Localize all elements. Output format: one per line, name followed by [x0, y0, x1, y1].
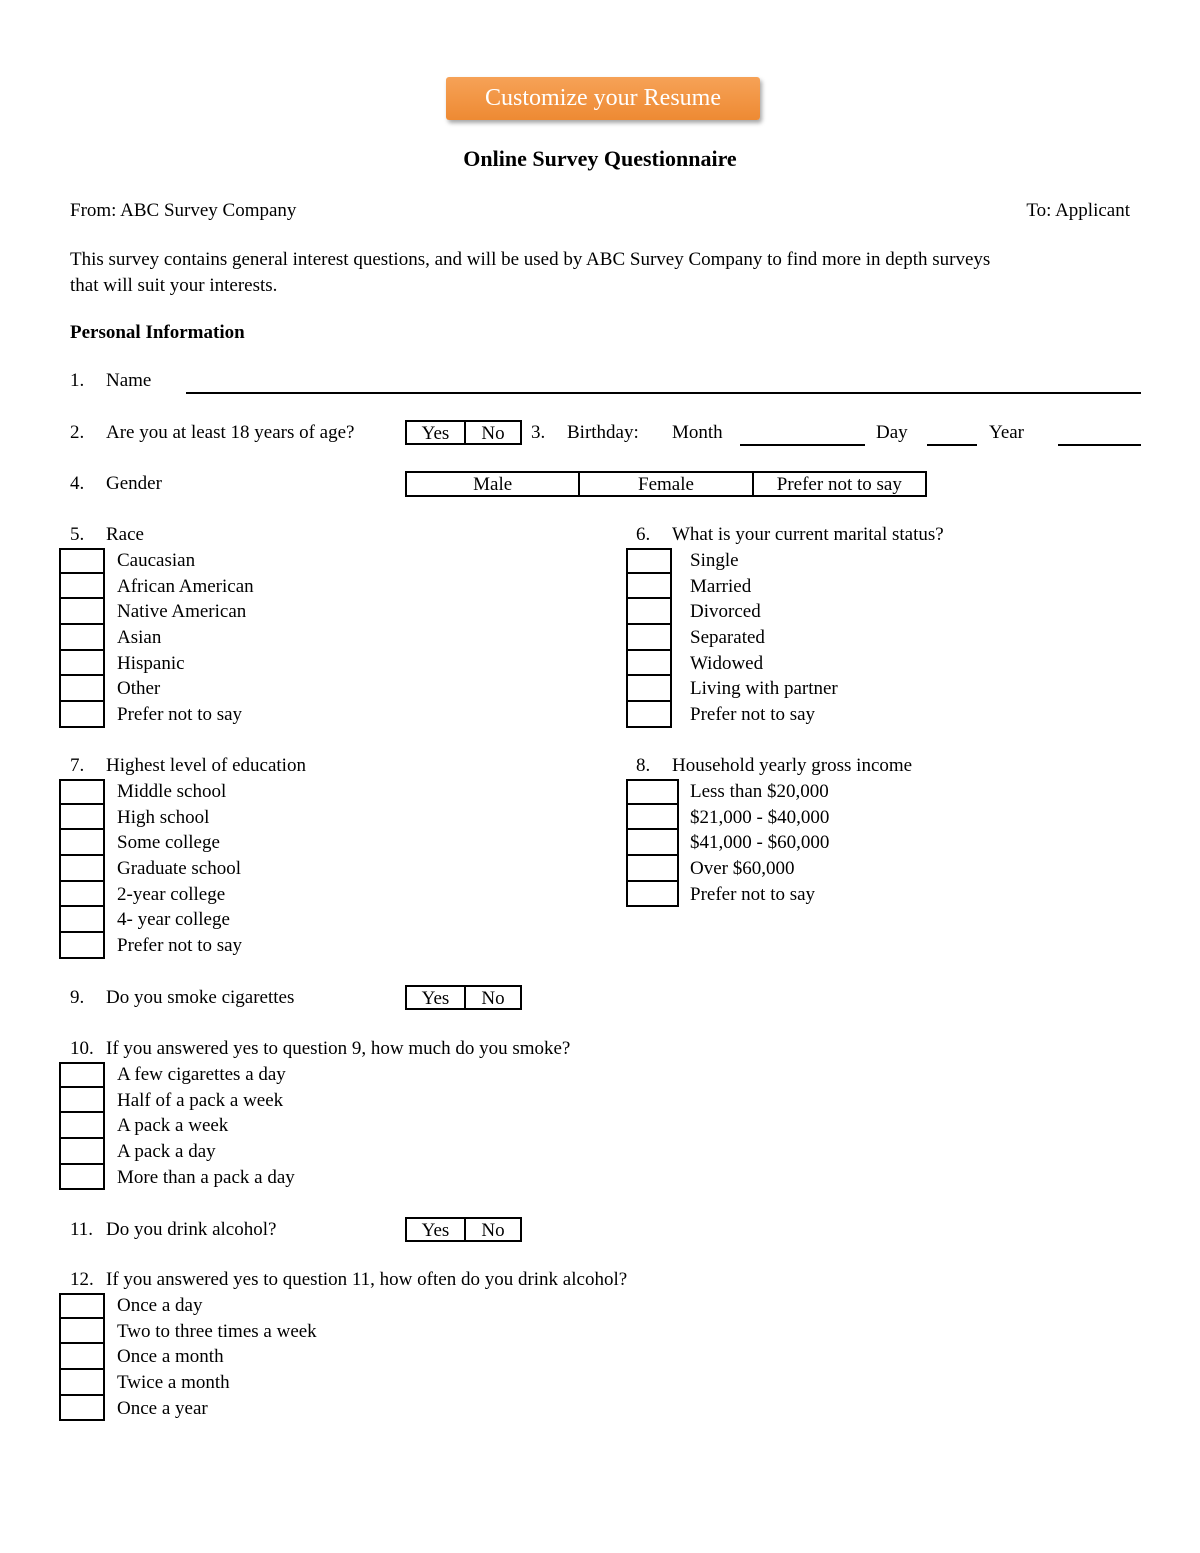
option-label: Two to three times a week	[117, 1320, 317, 1342]
option-label: Once a year	[117, 1397, 208, 1419]
checkbox[interactable]	[59, 830, 105, 856]
question-12	[70, 1269, 627, 1291]
option-label: Caucasian	[117, 550, 196, 571]
option-label: Less than $20,000	[690, 781, 829, 802]
checkbox[interactable]	[59, 1062, 105, 1088]
birthday-day-label: Day	[876, 422, 908, 443]
checkbox[interactable]	[59, 676, 105, 702]
option-label: Half of a pack a week	[117, 1089, 284, 1111]
option-label: Separated	[690, 627, 765, 649]
question-4	[70, 473, 162, 495]
question-1	[70, 370, 151, 392]
checkbox[interactable]	[626, 651, 672, 677]
question-number: 6.	[636, 524, 651, 545]
question-text: Household yearly gross income	[672, 755, 913, 776]
age-yes-no	[405, 420, 522, 445]
checkbox[interactable]	[59, 625, 105, 651]
question-number: 10.	[70, 1038, 94, 1059]
question-number: 7.	[70, 755, 85, 776]
question-number: 2.	[70, 422, 85, 443]
option-label: Once a day	[117, 1295, 203, 1316]
option-label: Prefer not to say	[117, 935, 243, 957]
question-6	[636, 524, 944, 546]
checkbox[interactable]	[59, 1293, 105, 1319]
option-label: African American	[117, 575, 254, 597]
question-number: 12.	[70, 1269, 94, 1290]
checkbox[interactable]	[626, 882, 679, 908]
option-label: Living with partner	[690, 678, 838, 700]
question-5	[70, 524, 144, 546]
checkbox[interactable]	[626, 574, 672, 600]
checkbox[interactable]	[59, 1319, 105, 1345]
birthday-day-input-line[interactable]	[927, 444, 977, 446]
question-9	[70, 987, 294, 1009]
option-label: A pack a week	[117, 1115, 229, 1137]
option-label: Single	[690, 550, 739, 571]
smoke-no-option[interactable]: No	[464, 987, 520, 1008]
option-label: Once a month	[117, 1346, 224, 1368]
question-2	[70, 422, 354, 444]
age-yes-option[interactable]: Yes	[421, 423, 450, 444]
question-number: 5.	[70, 524, 85, 545]
checkbox[interactable]	[626, 830, 679, 856]
question-text: Birthday:	[567, 422, 639, 443]
checkbox[interactable]	[626, 625, 672, 651]
option-label: Other	[117, 678, 161, 700]
checkbox[interactable]	[626, 676, 672, 702]
option-label: 4- year college	[117, 909, 230, 931]
question-text: Do you smoke cigarettes	[106, 987, 295, 1008]
gender-male-option[interactable]: Male	[473, 474, 513, 495]
checkbox[interactable]	[59, 907, 105, 933]
question-number: 4.	[70, 473, 85, 494]
page-title: Online Survey Questionnaire	[463, 146, 737, 171]
to-line: To: Applicant	[1026, 200, 1130, 221]
option-label: More than a pack a day	[117, 1166, 295, 1188]
alcohol-yes-option[interactable]: Yes	[421, 1220, 450, 1241]
intro-text-line-2: that will suit your interests.	[70, 275, 278, 296]
option-label: $21,000 - $40,000	[690, 806, 830, 828]
option-label: A pack a day	[117, 1141, 216, 1163]
option-label: Prefer not to say	[690, 883, 816, 905]
question-text: Race	[106, 524, 144, 545]
question-text: What is your current marital status?	[672, 524, 944, 545]
question-8	[636, 755, 912, 777]
alcohol-no-option[interactable]: No	[464, 1219, 520, 1240]
checkbox[interactable]	[59, 805, 105, 831]
checkbox[interactable]	[59, 1344, 105, 1370]
question-text: Name	[106, 370, 152, 391]
gender-options	[405, 471, 927, 497]
question-text: Are you at least 18 years of age?	[106, 422, 355, 443]
question-text: Highest level of education	[106, 755, 306, 776]
alcohol-yes-no	[405, 1217, 522, 1242]
checkbox[interactable]	[59, 1165, 105, 1191]
question-number: 11.	[70, 1219, 94, 1240]
checkbox[interactable]	[59, 599, 105, 625]
checkbox[interactable]	[626, 856, 679, 882]
checkbox[interactable]	[59, 856, 105, 882]
checkbox[interactable]	[59, 933, 105, 959]
question-11	[70, 1219, 276, 1241]
checkbox[interactable]	[59, 779, 105, 805]
age-no-option[interactable]: No	[464, 422, 520, 443]
option-label: Twice a month	[117, 1372, 230, 1394]
question-text: Gender	[106, 473, 162, 494]
option-label: Graduate school	[117, 858, 241, 880]
checkbox[interactable]	[59, 882, 105, 908]
option-label: Some college	[117, 832, 220, 854]
option-label: Prefer not to say	[117, 704, 243, 726]
checkbox[interactable]	[59, 548, 105, 574]
question-text: Do you drink alcohol?	[106, 1219, 277, 1240]
option-label: Native American	[117, 601, 247, 623]
from-line: From: ABC Survey Company	[70, 200, 297, 221]
option-label: Prefer not to say	[690, 704, 816, 726]
checkbox[interactable]	[59, 702, 105, 728]
checkbox[interactable]	[59, 1370, 105, 1396]
question-number: 3.	[531, 422, 546, 443]
option-label: Married	[690, 575, 752, 597]
checkbox[interactable]	[626, 548, 672, 574]
checkbox[interactable]	[59, 1396, 105, 1422]
question-number: 9.	[70, 987, 85, 1008]
customize-resume-button[interactable]: Customize your Resume	[446, 77, 760, 120]
question-10	[70, 1038, 570, 1060]
question-text: If you answered yes to question 11, how often do you drink alcohol?	[106, 1269, 628, 1290]
question-number: 1.	[70, 370, 85, 391]
smoke-yes-no	[405, 985, 522, 1010]
name-input-line[interactable]	[186, 392, 1141, 394]
checkbox[interactable]	[59, 1088, 105, 1114]
option-label: Widowed	[690, 652, 764, 674]
option-label: High school	[117, 806, 210, 828]
checkbox[interactable]	[626, 702, 672, 728]
option-label: Hispanic	[117, 652, 185, 674]
intro-text-line-1: This survey contains general interest questions, and will be used by ABC Survey Company to find more in depth surveys	[70, 249, 991, 270]
checkbox[interactable]	[59, 651, 105, 677]
gender-female-option[interactable]: Female	[578, 473, 751, 495]
question-number: 8.	[636, 755, 651, 776]
smoke-yes-option[interactable]: Yes	[421, 988, 450, 1009]
option-label: $41,000 - $60,000	[690, 832, 830, 854]
checkbox[interactable]	[59, 574, 105, 600]
option-label: Middle school	[117, 781, 227, 802]
question-3	[531, 422, 639, 444]
birthday-month-label: Month	[672, 422, 723, 443]
checkbox[interactable]	[626, 779, 679, 805]
option-label: 2-year college	[117, 883, 226, 905]
option-label: Asian	[117, 627, 162, 649]
section-heading: Personal Information	[70, 322, 245, 343]
gender-prefer-not-option[interactable]: Prefer not to say	[752, 473, 925, 495]
checkbox[interactable]	[59, 1139, 105, 1165]
checkbox[interactable]	[626, 599, 672, 625]
birthday-year-label: Year	[989, 422, 1025, 443]
option-label: Over $60,000	[690, 858, 795, 880]
checkbox[interactable]	[59, 1113, 105, 1139]
birthday-month-input-line[interactable]	[740, 444, 865, 446]
checkbox[interactable]	[626, 805, 679, 831]
birthday-year-input-line[interactable]	[1058, 444, 1141, 446]
option-label: Divorced	[690, 601, 761, 623]
question-7	[70, 755, 306, 777]
question-text: If you answered yes to question 9, how much do you smoke?	[106, 1038, 571, 1059]
option-label: A few cigarettes a day	[117, 1064, 286, 1085]
